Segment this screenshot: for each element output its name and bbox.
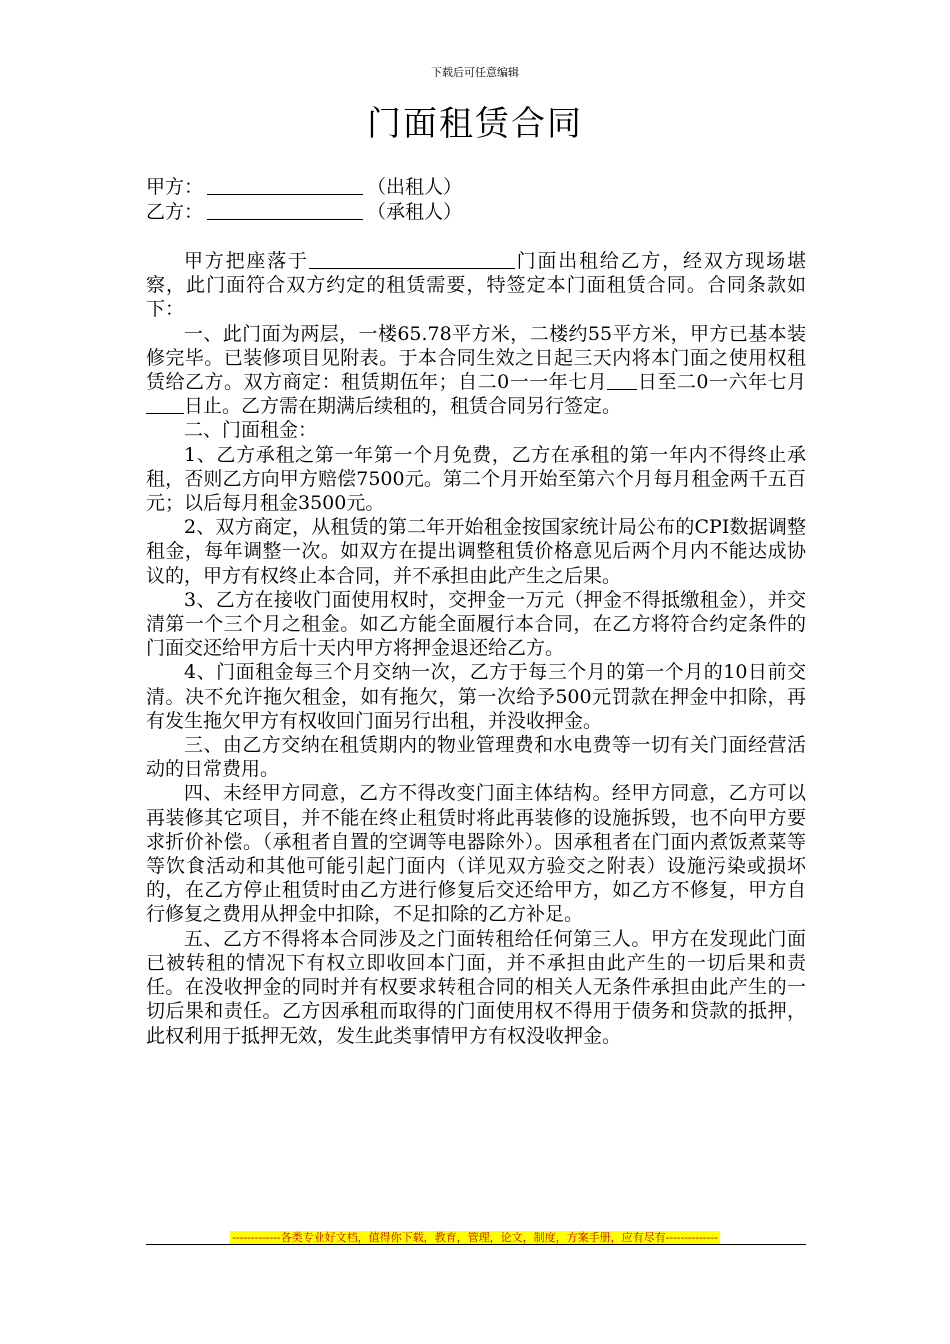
header-note: 下载后可任意编辑 (431, 66, 519, 79)
footer-divider (146, 1244, 806, 1245)
clause-2-heading: 二、门面租金： (184, 419, 318, 442)
clause-1-text-b: 日至二0一六年七月 (637, 371, 807, 394)
party-a-role: （出租人） (367, 176, 463, 198)
clause-3-paragraph: 三、由乙方交纳在租赁期内的物业管理费和水电费等一切有关门面经营活动的日常费用。 (146, 734, 806, 781)
clause-1-text-a: 一、此门面为两层，一楼65.78平方米，二楼约55平方米，甲方已基本装修完毕。已装修项目见附表。于本合同生效之日起三天内将本门面之使用权租赁给乙方。双方商定：租赁期伍年；自二0一一年七月 (146, 322, 806, 394)
footer-banner-text: -------------各类专业好文档，值得你下载，教育，管理，论文，制度，方案手册，应有尽有-------------- (232, 1231, 718, 1244)
end-day-blank (146, 395, 184, 414)
party-b-line (146, 200, 462, 224)
intro-text-after: 门面出租给乙方，经双方现场堪察，此门面符合双方约定的租赁需要，特签定本门面租赁合同。合同条款如下： (146, 250, 806, 321)
party-a-line (146, 175, 462, 199)
clause-1-paragraph (146, 322, 806, 419)
clause-4-paragraph: 四、未经甲方同意，乙方不得改变门面主体结构。经甲方同意，乙方可以再装修其它项目，并不能在终止租赁时将此再装修的设施拆毁，也不向甲方要求折价补偿。（承租者自置的空调等电器除外）。因承租者在门面内煮饭煮菜等等饮食活动和其他可能引起门面内（详见双方验交之附表）设施污染或损坏的，在乙方停止租赁时由乙方进行修复后交还给甲方，如乙方不修复，甲方自行修复之费用从押金中扣除，不足扣除的乙方补足。 (146, 782, 806, 926)
party-b-blank (207, 201, 363, 220)
contract-body (146, 249, 806, 1048)
start-day-blank (607, 371, 637, 390)
rent-item-2: 2、双方商定，从租赁的第二年开始租金按国家统计局公布的CPI数据调整租金，每年调整一次。如双方在提出调整租赁价格意见后两个月内不能达成协议的，甲方有权终止本合同，并不承担由此产生之后果。 (146, 516, 806, 587)
rent-item-1: 1、乙方承租之第一年第一个月免费，乙方在承租的第一年内不得终止承租，否则乙方向甲方赔偿7500元。第二个月开始至第六个月每月租金两千五百元；以后每月租金3500元。 (146, 443, 806, 515)
party-a-label: 甲方： (146, 176, 204, 198)
party-b-label: 乙方： (146, 201, 204, 223)
rent-item-4: 4、门面租金每三个月交纳一次，乙方于每三个月的第一个月的10日前交清。决不允许拖欠租金，如有拖欠，第一次给予500元罚款在押金中扣除，再有发生拖欠甲方有权收回门面另行出租，并没收押金。 (146, 661, 806, 732)
footer-banner (0, 1226, 950, 1245)
rent-item-3: 3、乙方在接收门面使用权时，交押金一万元（押金不得抵缴租金），并交清第一个三个月之租金。如乙方能全面履行本合同，在乙方将符合约定条件的门面交还给甲方后十天内甲方将押金退还给乙方。 (146, 588, 806, 660)
document-title: 门面租赁合同 (367, 104, 583, 144)
location-blank (309, 250, 515, 269)
clause-5-paragraph: 五、乙方不得将本合同涉及之门面转租给任何第三人。甲方在发现此门面已被转租的情况下有权立即收回本门面，并不承担由此产生的一切后果和责任。在没收押金的同时并有权要求转租合同的相关人无条件承担由此产生的一切后果和责任。乙方因承租而取得的门面使用权不得用于债务和贷款的抵押，此权利用于抵押无效，发生此类事情甲方有权没收押金。 (146, 927, 806, 1047)
party-a-blank (207, 176, 363, 195)
party-b-role: （承租人） (367, 201, 463, 223)
intro-text-before: 甲方把座落于 (184, 250, 309, 272)
clause-1-text-c: 日止。乙方需在期满后续租的，租赁合同另行签定。 (184, 395, 622, 418)
intro-paragraph (146, 249, 806, 322)
